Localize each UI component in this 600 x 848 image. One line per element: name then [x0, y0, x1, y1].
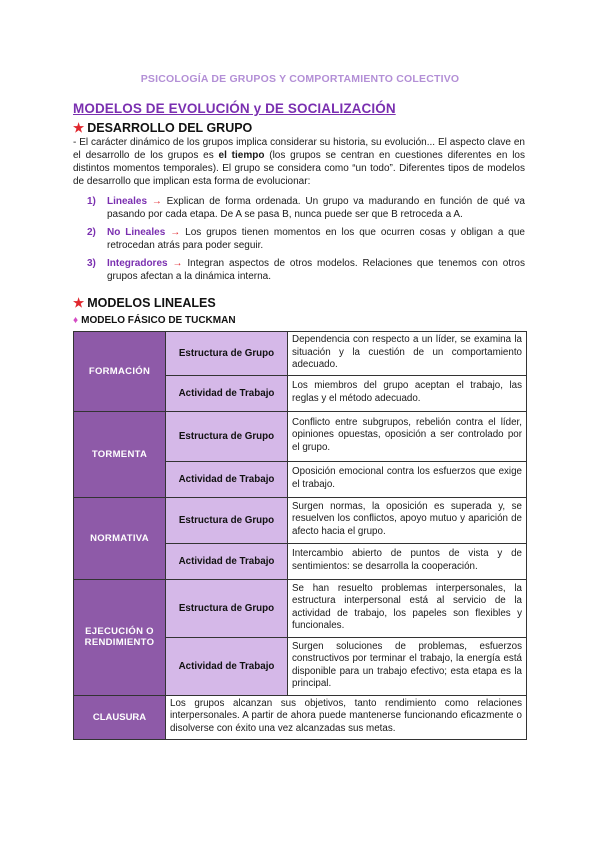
model-title-text: MODELO FÁSICO DE TUCKMAN	[81, 315, 236, 326]
subheading-desarrollo	[73, 120, 252, 135]
list-text: Los grupos tienen momentos en los que ocurren cosas y obligan a que retrocedan atrás para poder seguir.	[107, 227, 525, 251]
subheading-desarrollo-text: DESARROLLO DEL GRUPO	[87, 121, 253, 135]
aspect-cell: Estructura de Grupo	[166, 411, 288, 461]
description-cell: Surgen soluciones de problemas, esfuerzos constructivos por terminar el trabajo, la energía está disponible para un trabajo efectivo; esta etapa es la principal.	[288, 637, 527, 695]
subheading-lineales-text: MODELOS LINEALES	[87, 296, 216, 310]
phase-cell: EJECUCIÓN O RENDIMIENTO	[74, 579, 166, 695]
list-number: 2)	[87, 227, 96, 238]
description-cell: Se han resuelto problemas interpersonales, la estructura interpersonal está al servicio de la actividad de trabajo, los papeles son flexibles y funcionales.	[288, 579, 527, 637]
document-title: PSICOLOGÍA DE GRUPOS Y COMPORTAMIENTO COLECTIVO	[140, 73, 460, 85]
list-term: Integradores	[107, 258, 168, 269]
list-item	[73, 257, 525, 283]
arrow-icon: →	[165, 227, 186, 238]
description-cell: Surgen normas, la oposición es superada y, se resuelven los conflictos, apoyo mutuo y aparición de afecto hacia el grupo.	[288, 497, 527, 543]
description-cell: Dependencia con respecto a un líder, se examina la situación y la cuestión de un comportamiento adecuado.	[288, 332, 527, 376]
list-number: 1)	[87, 196, 96, 207]
aspect-cell: Estructura de Grupo	[166, 332, 288, 376]
phase-cell: TORMENTA	[74, 411, 166, 497]
subheading-lineales	[73, 295, 216, 310]
aspect-cell: Estructura de Grupo	[166, 497, 288, 543]
arrow-icon: →	[147, 196, 167, 207]
aspect-cell: Actividad de Trabajo	[166, 461, 288, 497]
phase-cell: FORMACIÓN	[74, 332, 166, 412]
list-text: Integran aspectos de otros modelos. Relaciones que tenemos con otros grupos afectan a la dinámica interna.	[107, 258, 525, 282]
diamond-icon: ♦	[73, 315, 79, 326]
star-icon: ★	[73, 121, 85, 135]
tuckman-table	[73, 331, 527, 740]
aspect-cell: Actividad de Trabajo	[166, 543, 288, 579]
description-cell: Los grupos alcanzan sus objetivos, tanto rendimiento como relaciones interpersonales. A partir de ahora puede mantenerse funcionando eficazmente o disolverse con éxito una vez alcanzadas sus metas.	[166, 695, 527, 739]
description-cell: Conflicto entre subgrupos, rebelión contra el líder, opiniones opuestas, oposición a ser controlado por el grupo.	[288, 411, 527, 461]
aspect-cell: Estructura de Grupo	[166, 579, 288, 637]
intro-text-a: - El carácter dinámico de los grupos implica considerar su historia, su evolución... El aspecto clave en el desarrollo de los grupos es	[73, 137, 525, 161]
aspect-cell: Actividad de Trabajo	[166, 375, 288, 411]
list-term: Lineales	[107, 196, 148, 207]
phase-cell: CLAUSURA	[74, 695, 166, 739]
list-text: Explican de forma ordenada. Un grupo va madurando en función de qué va pasando por cada etapa. De A se pasa B, nunca puede ser que B retroceda a A.	[107, 196, 525, 220]
table-row	[74, 579, 527, 637]
model-types-list	[73, 195, 525, 288]
aspect-cell: Actividad de Trabajo	[166, 637, 288, 695]
description-cell: Intercambio abierto de puntos de vista y de sentimientos: se desarrolla la cooperación.	[288, 543, 527, 579]
table-row	[74, 497, 527, 543]
table-row	[74, 695, 527, 739]
list-item	[73, 195, 525, 221]
list-term: No Lineales	[107, 227, 166, 238]
section-heading-modelos: MODELOS DE EVOLUCIÓN y DE SOCIALIZACIÓN	[73, 101, 396, 116]
table-row	[74, 411, 527, 461]
description-cell: Los miembros del grupo aceptan el trabajo, las reglas y el método adecuado.	[288, 375, 527, 411]
phase-cell: NORMATIVA	[74, 497, 166, 579]
description-cell: Oposición emocional contra los esfuerzos que exige el trabajo.	[288, 461, 527, 497]
list-number: 3)	[87, 258, 96, 269]
list-item	[73, 226, 525, 252]
arrow-icon: →	[167, 258, 188, 269]
intro-paragraph	[73, 136, 525, 188]
star-icon: ★	[73, 296, 85, 310]
intro-text-b: (los grupos se centran en cuestiones diferentes en los distintos momentos temporales). El grupo se considera como “un todo”. Diferentes tipos de modelos de desarrollo que implican esta forma de evolucionar:	[73, 150, 525, 187]
table-row	[74, 332, 527, 376]
intro-text-bold: el tiempo	[218, 150, 265, 161]
model-title	[73, 315, 236, 326]
